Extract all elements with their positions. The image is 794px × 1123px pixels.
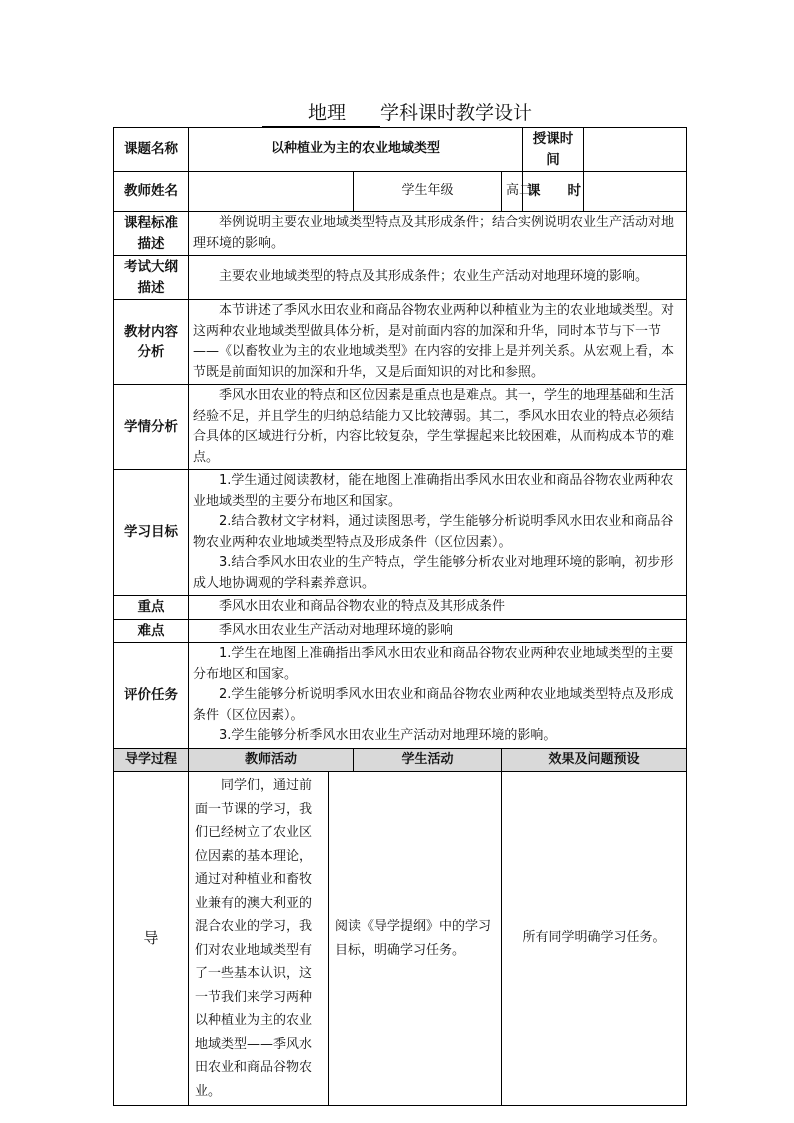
topic-label: 课题名称 [114, 128, 189, 172]
teacher-value [189, 172, 354, 212]
evaluation-list [189, 643, 687, 749]
difficulty-label: 难点 [114, 619, 189, 643]
key-label: 重点 [114, 596, 189, 620]
evaluation-item: 1.学生在地图上准确指出季风水田农业和商品谷物农业两种农业地域类型的主要分布地区和国家。 [193, 646, 674, 682]
evaluation-item: 2.学生能够分析说明季风水田农业和商品谷物农业两种农业地域类型特点及形成条件（区位因素）。 [193, 687, 674, 723]
lesson-plan-table [113, 127, 687, 1106]
standards-label: 课程标准描述 [114, 212, 189, 256]
row-goals [114, 470, 687, 596]
process-stage: 导 [114, 772, 189, 1106]
goal-item: 1.学生通过阅读教材，能在地图上准确指出季风水田农业和商品谷物农业两种农业地域类型的主要分布地区和国家。 [193, 473, 674, 509]
row-difficulty [114, 619, 687, 643]
students-label: 学情分析 [114, 385, 189, 470]
time-label: 授课时间 [523, 128, 584, 172]
students-text: 季风水田农业的特点和区位因素是重点也是难点。其一，学生的地理基础和生活经验不足，并且学生的归纳总结能力又比较薄弱。其二，季风水田农业的特点必须结合具体的区域进行分析，内容比较复杂，学生掌握起来比较困难，从而构成本节的难点。 [189, 385, 687, 470]
difficulty-text: 季风水田农业生产活动对地理环境的影响 [189, 619, 687, 643]
goal-item: 2.结合教材文字材料，通过读图思考，学生能够分析说明季风水田农业和商品谷物农业两种农业地域类型特点及形成条件（区位因素）。 [193, 514, 674, 550]
row-standards [114, 212, 687, 256]
standards-text: 举例说明主要农业地域类型特点及其形成条件；结合实例说明农业生产活动对地理环境的影响。 [189, 212, 687, 256]
row-evaluation [114, 643, 687, 749]
topic-value: 以种植业为主的农业地域类型 [189, 128, 523, 172]
goals-list [189, 470, 687, 596]
content-label: 教材内容分析 [114, 300, 189, 385]
grade-label: 学生年级 [354, 172, 502, 212]
goal-item: 3.结合季风水田农业的生产特点，学生能够分析农业对地理环境的影响，初步形成人地协调观的学科素养意识。 [193, 555, 674, 591]
process-header-student: 学生活动 [354, 748, 502, 772]
row-content [114, 300, 687, 385]
process-header [114, 748, 687, 772]
process-header-effect: 效果及问题预设 [502, 748, 687, 772]
period-label: 课 时 [523, 172, 584, 212]
process-row [114, 772, 687, 1106]
row-students [114, 385, 687, 470]
row-teacher [114, 172, 687, 212]
row-topic [114, 128, 687, 172]
process-effect: 所有同学明确学习任务。 [502, 772, 687, 1106]
row-exam [114, 256, 687, 300]
goals-label: 学习目标 [114, 470, 189, 596]
exam-text: 主要农业地域类型的特点及其形成条件；农业生产活动对地理环境的影响。 [189, 256, 687, 300]
teacher-label: 教师姓名 [114, 172, 189, 212]
process-header-teacher: 教师活动 [189, 748, 354, 772]
row-key [114, 596, 687, 620]
page-title [0, 100, 794, 127]
evaluation-label: 评价任务 [114, 643, 189, 749]
key-text: 季风水田农业和商品谷物农业的特点及其形成条件 [189, 596, 687, 620]
process-student-activity: 阅读《导学提纲》中的学习目标，明确学习任务。 [329, 772, 502, 1106]
process-teacher-activity: 同学们，通过前面一节课的学习，我们已经树立了农业区位因素的基本理论，通过对种植业和畜牧业兼有的澳大利亚的混合农业的学习，我们对农业地域类型有了一些基本认识，这一节我们来学习两种以种植业为主的农业地域类型——季风水田农业和商品谷物农业。 [189, 772, 329, 1106]
period-value [584, 172, 687, 212]
evaluation-item: 3.学生能够分析季风水田农业生产活动对地理环境的影响。 [219, 728, 557, 743]
time-value [584, 128, 687, 172]
process-header-stage: 导学过程 [114, 748, 189, 772]
content-text: 本节讲述了季风水田农业和商品谷物农业两种以种植业为主的农业地域类型。对这两种农业地域类型做具体分析，是对前面内容的加深和升华，同时本节与下一节——《以畜牧业为主的农业地域类型》在内容的安排上是并列关系。从宏观上看，本节既是前面知识的加深和升华，又是后面知识的对比和参照。 [189, 300, 687, 385]
exam-label: 考试大纲描述 [114, 256, 189, 300]
subject-name: 地理 [262, 100, 380, 127]
title-rest: 学科课时教学设计 [379, 102, 532, 124]
grade-value: 高二 [502, 172, 523, 212]
